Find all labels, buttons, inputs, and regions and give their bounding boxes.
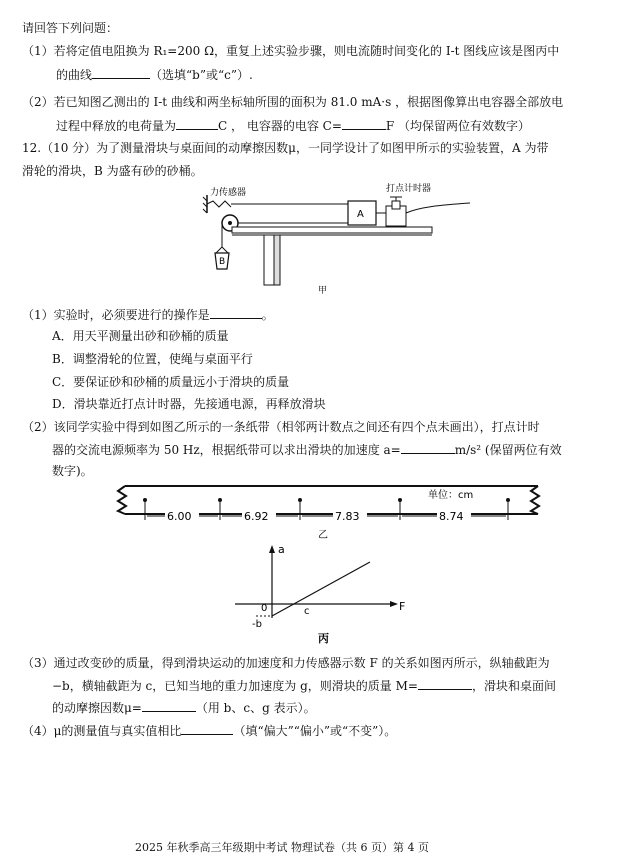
option-d: D．滑块靠近打点计时器，先接通电源，再释放滑块 <box>52 397 326 411</box>
q12-part4-suffix: （填“偏大”“偏小”或“不变”）。 <box>233 724 397 738</box>
q12-part3-line3 <box>52 699 316 716</box>
figure-bing-graph <box>0 540 628 650</box>
answer-blank-capacitance[interactable] <box>342 117 386 130</box>
answer-blank-acceleration[interactable] <box>401 441 455 454</box>
q11-part1-line1: （1）若将定值电阻换为 R₁=200 Ω，重复上述实验步骤，则电流随时间变化的 I-t 图线应该是图丙中 <box>22 44 560 58</box>
q11-part2-line1: （2）若已知图乙测出的 I-t 曲线和两坐标轴所围的面积为 81.0 mA·s ，根据图像算出电容器全部放电 <box>22 95 564 109</box>
q12-part3-a: −b，横轴截距为 c，已知当地的重力加速度为 g，则滑块的质量 M= <box>52 679 418 693</box>
q12-part3-c: 的动摩擦因数μ= <box>52 701 142 715</box>
q11-part1-suffix: （选填“b”或“c”）. <box>150 68 253 82</box>
q11-part2-a: 过程中释放的电荷量为 <box>56 119 177 133</box>
tape-segment-4: 8.74 <box>439 510 464 523</box>
q12-part2-line2 <box>52 441 562 458</box>
answer-blank-mu[interactable] <box>142 699 196 712</box>
q12-part1-prefix: （1）实验时，必须要进行的操作是 <box>22 308 210 322</box>
q12-stem-line2: 滑轮的滑块，B 为盛有砂的砂桶。 <box>22 164 203 178</box>
q12-part4 <box>22 722 396 739</box>
page-footer: 2025 年秋季高三年级期中考试 物理试卷（共 6 页）第 4 页 <box>135 841 429 854</box>
figure-bing-caption: 丙 <box>318 632 329 645</box>
tape-segment-1: 6.00 <box>167 510 192 523</box>
answer-blank-q12-1[interactable] <box>210 306 262 319</box>
axis-x-label: F <box>399 600 406 613</box>
q12-part3-d: （用 b、c、g 表示）。 <box>195 701 316 715</box>
q11-part2-b: C ， 电容器的电容 C= <box>218 119 342 133</box>
q12-part1-suffix: 。 <box>261 308 274 322</box>
label-tick-timer: 打点计时器 <box>386 184 432 194</box>
option-c: C．要保证砂和砂桶的质量远小于滑块的质量 <box>52 375 290 389</box>
graph-line <box>272 562 370 616</box>
q12-part2-a: 器的交流电源频率为 50 Hz，根据纸带可以求出滑块的加速度 a= <box>52 443 401 457</box>
intercept-y-label: -b <box>252 619 262 630</box>
option-b: B．调整滑轮的位置，使绳与桌面平行 <box>52 352 253 366</box>
q12-part4-prefix: （4）μ的测量值与真实值相比 <box>22 724 182 738</box>
q12-part2-b: m/s² (保留两位有效 <box>454 443 562 457</box>
tape-segment-2: 6.92 <box>244 510 269 523</box>
figure-jia-caption: 甲 <box>318 286 328 296</box>
q12-part2-line3: 数字)。 <box>52 464 93 478</box>
figure-yi-caption: 乙 <box>318 530 328 541</box>
figure-jia-apparatus <box>0 183 628 303</box>
q12-stem-line1: 12.（10 分）为了测量滑块与桌面间的动摩擦因数μ，一同学设计了如图甲所示的实验装置，A 为带 <box>22 141 549 155</box>
axis-y-label: a <box>278 543 285 556</box>
answer-blank-charge[interactable] <box>176 117 218 130</box>
tape-unit: 单位：cm <box>428 490 474 501</box>
intro-text: 请回答下列问题： <box>22 21 119 35</box>
label-bucket-b: B <box>219 257 226 267</box>
q11-part1-line2 <box>56 66 253 83</box>
q12-part3-line1: （3）通过改变砂的质量，得到滑块运动的加速度和力传感器示数 F 的关系如图丙所示，纵轴截距为 <box>22 656 550 670</box>
origin-label: 0 <box>261 603 268 614</box>
figure-yi-tape <box>0 480 628 540</box>
answer-blank-q12-4[interactable] <box>181 722 233 735</box>
label-force-sensor: 力传感器 <box>210 188 247 198</box>
answer-blank-mass[interactable] <box>418 677 472 690</box>
option-a: A．用天平测量出砂和砂桶的质量 <box>52 329 229 343</box>
q12-part2-line1: （2）该同学实验中得到如图乙所示的一条纸带（相邻两计数点之间还有四个点未画出），打点计时 <box>22 420 540 434</box>
q12-part1 <box>22 306 274 323</box>
q11-part2-c: F （均保留两位有效数字） <box>385 119 531 133</box>
intercept-x-label: c <box>304 606 310 617</box>
answer-blank-q11-1[interactable] <box>92 66 150 79</box>
q12-part3-line2 <box>52 677 556 694</box>
tape-segment-3: 7.83 <box>335 510 360 523</box>
q12-part3-b: ，滑块和桌面间 <box>471 679 556 693</box>
label-block-a: A <box>357 209 364 220</box>
q11-part2-line2 <box>56 117 530 134</box>
q11-part1-prefix: 的曲线 <box>56 68 93 82</box>
